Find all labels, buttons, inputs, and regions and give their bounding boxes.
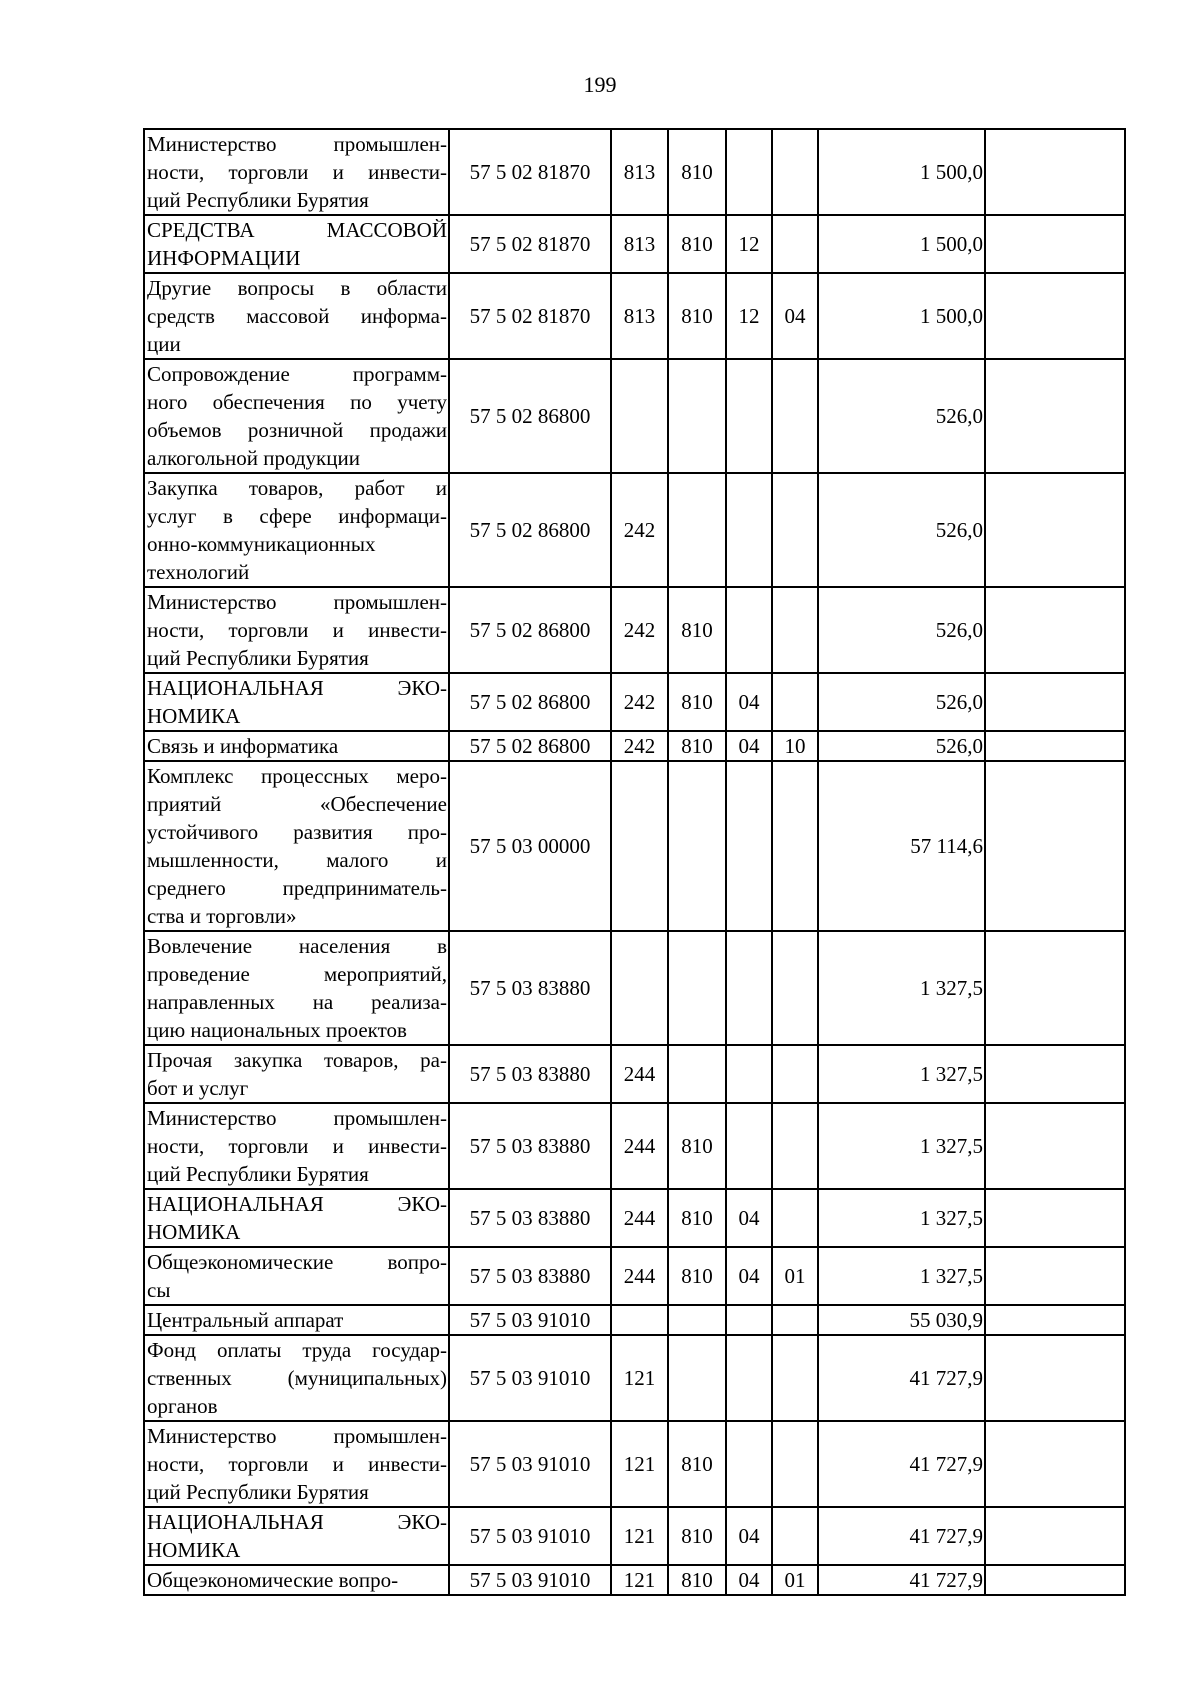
expense-type-cell: 813 (611, 129, 668, 215)
blank-cell (985, 587, 1125, 673)
blank-cell (985, 1305, 1125, 1335)
table-row (144, 761, 1125, 931)
row-name-line: СРЕДСТВА МАССОВОЙ (147, 218, 447, 242)
target-code-cell: 57 5 03 83880 (449, 1045, 611, 1103)
subsection-cell (772, 215, 818, 273)
target-code-cell: 57 5 02 81870 (449, 273, 611, 359)
row-name-cell (144, 587, 449, 673)
expense-type-cell: 121 (611, 1565, 668, 1595)
row-name-line: ности, торговли и инвести- (147, 618, 447, 642)
subsection-cell (772, 931, 818, 1045)
amount-cell: 41 727,9 (818, 1507, 985, 1565)
row-name-line: мышленности, малого и (147, 848, 447, 872)
expense-type-cell (611, 1305, 668, 1335)
row-name-cell (144, 1305, 449, 1335)
subsection-cell (772, 1507, 818, 1565)
row-name-line: технологий (147, 560, 250, 584)
target-code-cell: 57 5 03 83880 (449, 931, 611, 1045)
table-row (144, 1421, 1125, 1507)
expense-type-cell: 242 (611, 673, 668, 731)
row-name-line: ций Республики Бурятия (147, 1480, 369, 1504)
row-name-line: Другие вопросы в области (147, 276, 447, 300)
expense-type-cell: 244 (611, 1189, 668, 1247)
expense-type-cell: 121 (611, 1421, 668, 1507)
section-cell (726, 1335, 772, 1421)
amount-cell: 526,0 (818, 587, 985, 673)
amount-cell: 57 114,6 (818, 761, 985, 931)
table-row (144, 359, 1125, 473)
section-cell (726, 1045, 772, 1103)
target-code-cell: 57 5 02 86800 (449, 473, 611, 587)
row-name-line: Министерство промышлен- (147, 132, 447, 156)
row-name-line: Сопровождение программ- (147, 362, 447, 386)
section-cell: 04 (726, 673, 772, 731)
ministry-code-cell: 810 (668, 731, 726, 761)
expense-type-cell: 121 (611, 1335, 668, 1421)
amount-cell: 526,0 (818, 731, 985, 761)
blank-cell (985, 1565, 1125, 1595)
row-name-line: приятий «Обеспечение (147, 792, 447, 816)
table-row (144, 273, 1125, 359)
expense-type-cell: 242 (611, 587, 668, 673)
section-cell (726, 587, 772, 673)
row-name-cell (144, 1189, 449, 1247)
row-name-line: Общеэкономические вопро- (147, 1568, 399, 1592)
section-cell: 04 (726, 1507, 772, 1565)
target-code-cell: 57 5 02 86800 (449, 731, 611, 761)
budget-table (143, 128, 1126, 1596)
subsection-cell: 01 (772, 1565, 818, 1595)
amount-cell: 1 500,0 (818, 215, 985, 273)
table-row (144, 215, 1125, 273)
target-code-cell: 57 5 03 00000 (449, 761, 611, 931)
blank-cell (985, 1421, 1125, 1507)
row-name-cell (144, 473, 449, 587)
row-name-line: ности, торговли и инвести- (147, 1452, 447, 1476)
row-name-cell (144, 1045, 449, 1103)
ministry-code-cell: 810 (668, 1507, 726, 1565)
row-name-cell (144, 1421, 449, 1507)
amount-cell: 1 327,5 (818, 931, 985, 1045)
ministry-code-cell: 810 (668, 587, 726, 673)
ministry-code-cell (668, 761, 726, 931)
target-code-cell: 57 5 03 83880 (449, 1247, 611, 1305)
row-name-line: объемов розничной продажи (147, 418, 447, 442)
row-name-cell (144, 215, 449, 273)
target-code-cell: 57 5 02 86800 (449, 673, 611, 731)
blank-cell (985, 761, 1125, 931)
expense-type-cell (611, 931, 668, 1045)
row-name-line: Министерство промышлен- (147, 1106, 447, 1130)
row-name-line: средств массовой информа- (147, 304, 447, 328)
blank-cell (985, 1103, 1125, 1189)
subsection-cell (772, 1189, 818, 1247)
section-cell (726, 129, 772, 215)
row-name-cell (144, 731, 449, 761)
ministry-code-cell: 810 (668, 215, 726, 273)
target-code-cell: 57 5 03 83880 (449, 1189, 611, 1247)
ministry-code-cell (668, 359, 726, 473)
amount-cell: 41 727,9 (818, 1335, 985, 1421)
ministry-code-cell: 810 (668, 1103, 726, 1189)
blank-cell (985, 931, 1125, 1045)
expense-type-cell: 813 (611, 215, 668, 273)
subsection-cell (772, 761, 818, 931)
row-name-line: НАЦИОНАЛЬНАЯ ЭКО- (147, 676, 447, 700)
expense-type-cell: 242 (611, 731, 668, 761)
ministry-code-cell: 810 (668, 129, 726, 215)
row-name-cell (144, 931, 449, 1045)
row-name-line: устойчивого развития про- (147, 820, 447, 844)
section-cell (726, 761, 772, 931)
amount-cell: 526,0 (818, 673, 985, 731)
row-name-line: среднего предприниматель- (147, 876, 447, 900)
ministry-code-cell: 810 (668, 673, 726, 731)
target-code-cell: 57 5 03 91010 (449, 1305, 611, 1335)
section-cell: 12 (726, 273, 772, 359)
row-name-line: НОМИКА (147, 1220, 241, 1244)
row-name-line: Фонд оплаты труда государ- (147, 1338, 447, 1362)
row-name-line: Прочая закупка товаров, ра- (147, 1048, 447, 1072)
section-cell (726, 359, 772, 473)
target-code-cell: 57 5 03 91010 (449, 1565, 611, 1595)
row-name-line: ного обеспечения по учету (147, 390, 447, 414)
subsection-cell: 04 (772, 273, 818, 359)
row-name-line: сы (147, 1278, 171, 1302)
blank-cell (985, 473, 1125, 587)
subsection-cell (772, 587, 818, 673)
row-name-line: ций Республики Бурятия (147, 1162, 369, 1186)
amount-cell: 55 030,9 (818, 1305, 985, 1335)
row-name-line: Комплекс процессных меро- (147, 764, 447, 788)
target-code-cell: 57 5 03 91010 (449, 1421, 611, 1507)
expense-type-cell: 121 (611, 1507, 668, 1565)
section-cell (726, 931, 772, 1045)
section-cell (726, 1421, 772, 1507)
section-cell: 04 (726, 731, 772, 761)
table-row (144, 1335, 1125, 1421)
amount-cell: 526,0 (818, 473, 985, 587)
row-name-line: алкогольной продукции (147, 446, 360, 470)
row-name-line: ственных (муниципальных) (147, 1366, 447, 1390)
blank-cell (985, 1045, 1125, 1103)
row-name-line: Связь и информатика (147, 734, 339, 758)
section-cell (726, 473, 772, 587)
row-name-line: проведение мероприятий, (147, 962, 447, 986)
ministry-code-cell (668, 1045, 726, 1103)
row-name-line: НОМИКА (147, 704, 241, 728)
row-name-line: НАЦИОНАЛЬНАЯ ЭКО- (147, 1510, 447, 1534)
row-name-cell (144, 129, 449, 215)
row-name-line: ций Республики Бурятия (147, 188, 369, 212)
ministry-code-cell (668, 1305, 726, 1335)
row-name-cell (144, 1103, 449, 1189)
blank-cell (985, 215, 1125, 273)
row-name-line: ций Республики Бурятия (147, 646, 369, 670)
budget-table-body (144, 129, 1125, 1595)
ministry-code-cell: 810 (668, 1189, 726, 1247)
table-row (144, 587, 1125, 673)
row-name-line: Министерство промышлен- (147, 1424, 447, 1448)
row-name-line: НАЦИОНАЛЬНАЯ ЭКО- (147, 1192, 447, 1216)
expense-type-cell: 244 (611, 1045, 668, 1103)
row-name-cell (144, 359, 449, 473)
expense-type-cell: 244 (611, 1247, 668, 1305)
blank-cell (985, 359, 1125, 473)
ministry-code-cell (668, 473, 726, 587)
expense-type-cell: 813 (611, 273, 668, 359)
expense-type-cell (611, 761, 668, 931)
target-code-cell: 57 5 02 86800 (449, 359, 611, 473)
row-name-cell (144, 673, 449, 731)
row-name-line: НОМИКА (147, 1538, 241, 1562)
section-cell: 04 (726, 1247, 772, 1305)
subsection-cell (772, 1103, 818, 1189)
table-row (144, 1305, 1125, 1335)
row-name-line: ности, торговли и инвести- (147, 160, 447, 184)
table-row (144, 1247, 1125, 1305)
blank-cell (985, 273, 1125, 359)
target-code-cell: 57 5 02 81870 (449, 129, 611, 215)
target-code-cell: 57 5 02 81870 (449, 215, 611, 273)
row-name-cell (144, 1507, 449, 1565)
row-name-line: цию национальных проектов (147, 1018, 407, 1042)
table-row (144, 129, 1125, 215)
amount-cell: 1 327,5 (818, 1247, 985, 1305)
blank-cell (985, 1247, 1125, 1305)
amount-cell: 41 727,9 (818, 1421, 985, 1507)
table-row (144, 1103, 1125, 1189)
target-code-cell: 57 5 03 91010 (449, 1335, 611, 1421)
row-name-line: ИНФОРМАЦИИ (147, 246, 301, 270)
row-name-line: услуг в сфере информаци- (147, 504, 447, 528)
row-name-cell (144, 273, 449, 359)
amount-cell: 1 500,0 (818, 129, 985, 215)
row-name-line: Общеэкономические вопро- (147, 1250, 447, 1274)
subsection-cell (772, 473, 818, 587)
table-row (144, 1045, 1125, 1103)
table-row (144, 673, 1125, 731)
amount-cell: 1 500,0 (818, 273, 985, 359)
amount-cell: 41 727,9 (818, 1565, 985, 1595)
row-name-line: ции (147, 332, 181, 356)
subsection-cell: 01 (772, 1247, 818, 1305)
table-row (144, 1565, 1125, 1595)
table-row (144, 931, 1125, 1045)
section-cell: 04 (726, 1189, 772, 1247)
subsection-cell (772, 1305, 818, 1335)
subsection-cell (772, 359, 818, 473)
table-row (144, 731, 1125, 761)
table-row (144, 1507, 1125, 1565)
amount-cell: 1 327,5 (818, 1189, 985, 1247)
expense-type-cell (611, 359, 668, 473)
ministry-code-cell: 810 (668, 1565, 726, 1595)
section-cell (726, 1103, 772, 1189)
subsection-cell: 10 (772, 731, 818, 761)
page-number: 199 (583, 72, 617, 97)
row-name-cell (144, 1335, 449, 1421)
expense-type-cell: 242 (611, 473, 668, 587)
ministry-code-cell: 810 (668, 1247, 726, 1305)
blank-cell (985, 1335, 1125, 1421)
expense-type-cell: 244 (611, 1103, 668, 1189)
row-name-cell (144, 1565, 449, 1595)
row-name-line: Закупка товаров, работ и (147, 476, 447, 500)
row-name-line: направленных на реализа- (147, 990, 447, 1014)
section-cell: 12 (726, 215, 772, 273)
blank-cell (985, 1189, 1125, 1247)
blank-cell (985, 673, 1125, 731)
subsection-cell (772, 673, 818, 731)
blank-cell (985, 129, 1125, 215)
row-name-cell (144, 761, 449, 931)
subsection-cell (772, 129, 818, 215)
subsection-cell (772, 1421, 818, 1507)
row-name-line: Вовлечение населения в (147, 934, 447, 958)
row-name-line: бот и услуг (147, 1076, 249, 1100)
table-row (144, 473, 1125, 587)
amount-cell: 1 327,5 (818, 1045, 985, 1103)
row-name-line: Министерство промышлен- (147, 590, 447, 614)
target-code-cell: 57 5 02 86800 (449, 587, 611, 673)
ministry-code-cell (668, 931, 726, 1045)
row-name-line: органов (147, 1394, 218, 1418)
row-name-line: Центральный аппарат (147, 1308, 344, 1332)
subsection-cell (772, 1045, 818, 1103)
row-name-line: ности, торговли и инвести- (147, 1134, 447, 1158)
section-cell: 04 (726, 1565, 772, 1595)
target-code-cell: 57 5 03 83880 (449, 1103, 611, 1189)
amount-cell: 526,0 (818, 359, 985, 473)
blank-cell (985, 1507, 1125, 1565)
row-name-cell (144, 1247, 449, 1305)
ministry-code-cell (668, 1335, 726, 1421)
ministry-code-cell: 810 (668, 1421, 726, 1507)
amount-cell: 1 327,5 (818, 1103, 985, 1189)
table-row (144, 1189, 1125, 1247)
subsection-cell (772, 1335, 818, 1421)
row-name-line: ства и торговли» (147, 904, 297, 928)
section-cell (726, 1305, 772, 1335)
blank-cell (985, 731, 1125, 761)
ministry-code-cell: 810 (668, 273, 726, 359)
target-code-cell: 57 5 03 91010 (449, 1507, 611, 1565)
row-name-line: онно-коммуникационных (147, 532, 376, 556)
